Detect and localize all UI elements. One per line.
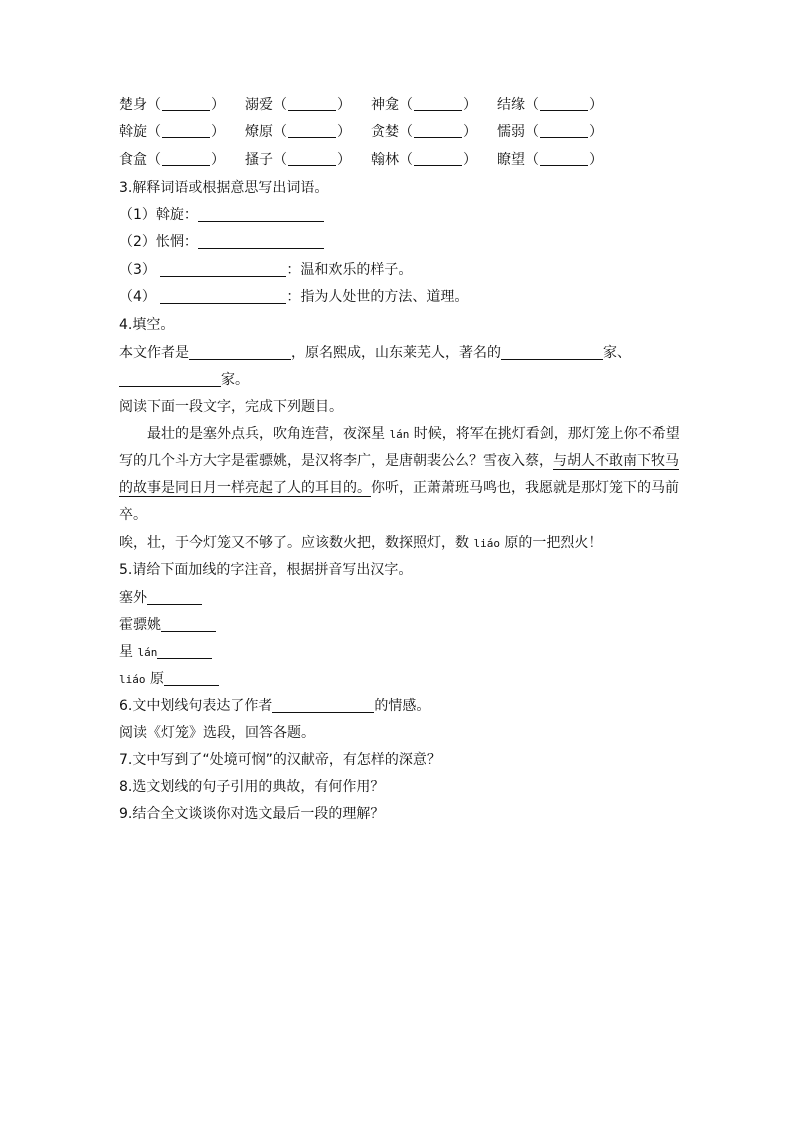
author-blank[interactable] (189, 344, 291, 360)
reading-intro-2: 阅读《灯笼》选段，回答各题。 (119, 725, 315, 741)
vocab-item: 燎原（ ） (245, 124, 351, 140)
answer-blank[interactable] (162, 123, 210, 138)
meaning: ：指为人处世的方法、道理。 (286, 289, 469, 305)
q5-term: 霍骠姚 (119, 617, 161, 633)
vocab-word: 贪婪 (371, 124, 399, 140)
pinyin: liáo (473, 537, 500, 550)
answer-blank[interactable] (540, 96, 588, 111)
question-6 (119, 696, 430, 716)
passage-line (119, 424, 680, 445)
q4-text: 本文作者是 (119, 345, 189, 361)
profession-blank[interactable] (501, 344, 603, 360)
vocab-item: 结缘（ ） (497, 97, 603, 113)
vocab-word: 结缘 (497, 97, 525, 113)
pinyin: lán (137, 646, 158, 659)
q5-item (119, 642, 212, 663)
q4-text: 家。 (221, 372, 249, 388)
vocab-item: 翰林（ ） (371, 152, 477, 168)
pinyin: liáo (119, 673, 146, 686)
passage-text: 时候，将军在挑灯看剑，那灯笼上你不希望 (409, 426, 680, 442)
vocab-item: 瞭望（ ） (497, 152, 603, 168)
underlined-sentence: 与胡人不敢南下牧马 (553, 453, 679, 469)
answer-blank[interactable] (540, 151, 588, 166)
passage-text: 原的一把烈火！ (499, 535, 603, 551)
q4-line-1 (119, 343, 631, 363)
passage-line (119, 533, 602, 554)
item-number: （1） (119, 207, 156, 223)
q5-term: 原 (149, 671, 164, 687)
vocab-item: 斡旋（ ） (119, 124, 225, 140)
vocab-word: 瞭望 (497, 152, 525, 168)
passage-line: 卒。 (119, 507, 147, 523)
vocab-word: 神龛 (371, 97, 399, 113)
answer-blank[interactable] (414, 151, 462, 166)
vocab-item: 搔子（ ） (245, 152, 351, 168)
vocab-item: 溺爱（ ） (245, 97, 351, 113)
q4-text: 家、 (603, 345, 631, 361)
passage-text: 你听，正萧萧班马鸣也，我愿就是那灯笼下的马前 (371, 480, 679, 496)
answer-blank[interactable] (162, 96, 210, 111)
q3-item-2 (119, 232, 324, 252)
passage-text: 写的几个斗方大字是霍骠姚，是汉将李广，是唐朝裴公么？雪夜入蔡， (119, 453, 553, 469)
passage-line (119, 478, 679, 498)
answer-blank[interactable] (272, 697, 374, 713)
q5-item (119, 588, 202, 608)
question-8: 8.选文划线的句子引用的典故，有何作用？ (119, 779, 385, 795)
underlined-sentence: 的故事是同日月一样亮起了人的耳目的。 (119, 480, 371, 496)
answer-blank[interactable] (164, 670, 219, 686)
passage-line (119, 451, 679, 471)
question-3-title: 3.解释词语或根据意思写出词语。 (119, 180, 329, 196)
answer-blank[interactable] (414, 123, 462, 138)
q4-line-2 (119, 370, 249, 390)
answer-blank[interactable] (540, 123, 588, 138)
q6-text: 6.文中划线句表达了作者 (119, 698, 273, 714)
vocab-word: 懦弱 (497, 124, 525, 140)
q3-item-1 (119, 205, 324, 225)
answer-blank[interactable] (160, 261, 286, 277)
vocab-word: 搔子 (245, 152, 273, 168)
passage-text: 唉，壮，于今灯笼又不够了。应该数火把，数探照灯，数 (119, 535, 474, 551)
q5-item (119, 669, 219, 690)
q5-item (119, 615, 216, 635)
answer-blank[interactable] (198, 233, 324, 249)
profession-blank[interactable] (119, 371, 221, 387)
vocab-word: 食盒 (119, 152, 147, 168)
answer-blank[interactable] (147, 589, 202, 605)
item-number: （2） (119, 234, 156, 250)
answer-blank[interactable] (288, 151, 336, 166)
term: 斡旋： (155, 207, 198, 223)
vocab-word: 翰林 (371, 152, 399, 168)
vocab-item: 神龛（ ） (371, 97, 477, 113)
vocab-item: 食盒（ ） (119, 152, 225, 168)
question-5-title: 5.请给下面加线的字注音，根据拼音写出汉字。 (119, 562, 413, 578)
vocab-word: 斡旋 (119, 124, 147, 140)
meaning: ：温和欢乐的样子。 (286, 262, 413, 278)
vocab-item: 贪婪（ ） (371, 124, 477, 140)
vocab-item: 懦弱（ ） (497, 124, 603, 140)
question-7: 7.文中写到了“处境可悯”的汉献帝，有怎样的深意？ (119, 752, 441, 768)
answer-blank[interactable] (288, 123, 336, 138)
q5-term: 星 (119, 644, 138, 660)
q3-item-3 (119, 260, 412, 280)
question-9: 9.结合全文谈谈你对选文最后一段的理解？ (119, 806, 385, 822)
answer-blank[interactable] (160, 288, 286, 304)
answer-blank[interactable] (162, 151, 210, 166)
answer-blank[interactable] (157, 643, 212, 659)
passage-text: 最壮的是塞外点兵，吹角连营，夜深星 (147, 426, 390, 442)
answer-blank[interactable] (198, 206, 324, 222)
q4-text: ，原名熙成，山东莱芜人，著名的 (291, 345, 501, 361)
reading-intro: 阅读下面一段文字，完成下列题目。 (119, 399, 343, 415)
vocab-word: 燎原 (245, 124, 273, 140)
vocab-word: 溺爱 (245, 97, 273, 113)
vocab-word: 楚身 (119, 97, 147, 113)
question-4-title: 4.填空。 (119, 317, 175, 333)
item-number: （3） (119, 262, 156, 278)
q6-text: 的情感。 (374, 698, 431, 714)
q5-term: 塞外 (119, 590, 147, 606)
vocab-item: 楚身（ ） (119, 97, 225, 113)
term: 怅惘： (155, 234, 198, 250)
pinyin: lán (389, 428, 410, 441)
answer-blank[interactable] (414, 96, 462, 111)
answer-blank[interactable] (161, 616, 216, 632)
item-number: （4） (119, 289, 156, 305)
q3-item-4 (119, 287, 468, 307)
answer-blank[interactable] (288, 96, 336, 111)
